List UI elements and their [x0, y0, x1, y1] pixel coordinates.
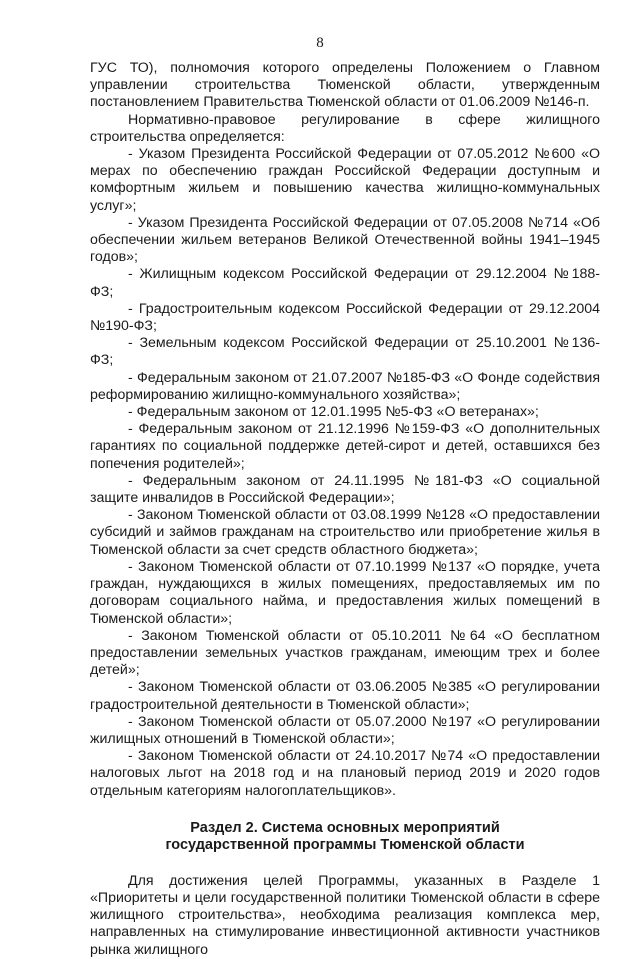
document-body [90, 60, 600, 959]
section-heading-line2: государственной программы Тюменской области [165, 837, 525, 854]
list-item-housing-code: - Жилищным кодексом Российской Федерации от 29.12.2004 №188-ФЗ; [90, 266, 600, 300]
section-heading-line1: Раздел 2. Система основных мероприятий [190, 819, 500, 836]
list-item-land-code: - Земельным кодексом Российской Федерации от 25.10.2001 №136-ФЗ; [90, 335, 600, 369]
list-item-law-74: - Законом Тюменской области от 24.10.2017 №74 «О предоставлении налоговых льгот на 2018 год и на плановый период 2019 и 2020 годов отдельным категориям налогоплательщиков». [90, 748, 600, 799]
page-number: 8 [316, 35, 324, 51]
list-item-law-128: - Законом Тюменской области от 03.08.1999 №128 «О предоставлении субсидий и займов гражданам на строительство или приобретение жилья в Тюменской области за счет средств областного бюджета»; [90, 507, 600, 558]
section-heading [90, 820, 600, 855]
list-item-fz-5: - Федеральным законом от 12.01.1995 №5-ФЗ «О ветеранах»; [128, 404, 539, 421]
list-item-decree-714: - Указом Президента Российской Федерации от 07.05.2008 №714 «Об обеспечении жильем ветеранов Великой Отечественной войны 1941–1945 годов»; [90, 214, 600, 266]
list-item-fz-181: - Федеральным законом от 24.11.1995 №181-ФЗ «О социальной защите инвалидов в Российской Федерации»; [90, 472, 600, 507]
list-item-decree-600: - Указом Президента Российской Федерации от 07.05.2012 №600 «О мерах по обеспечению граждан Российской Федерации доступным и комфортным жильем и повышению качества жилищно-коммунальных услуг»; [90, 146, 600, 214]
list-item-fz-159: - Федеральным законом от 21.12.1996 №159-ФЗ «О дополнительных гарантиях по социальной поддержке детей-сирот и детей, оставшихся без попечения родителей»; [90, 421, 600, 472]
list-item-law-385: - Законом Тюменской области от 03.06.2005 №385 «О регулировании градостроительной деятельности в Тюменской области»; [90, 679, 600, 713]
list-item-law-197: - Законом Тюменской области от 05.07.2000 №197 «О регулировании жилищных отношений в Тюменской области»; [90, 713, 600, 747]
list-item-law-137: - Законом Тюменской области от 07.10.1999 №137 «О порядке, учета граждан, нуждающихся в жилых помещениях, предоставляемых им по договорам социального найма, и предоставления жилых помещений в Тюменской области»; [90, 558, 600, 627]
list-item-fz-185: - Федеральным законом от 21.07.2007 №185-ФЗ «О Фонде содействия реформированию жилищно-коммунального хозяйства»; [90, 369, 600, 403]
paragraph-program-goals: Для достижения целей Программы, указанных в Разделе 1 «Приоритеты и цели государственной политики Тюменской области в сфере жилищного строительства», необходима реализация комплекса мер, направленных на стимулирование инвестиционной активности участников рынка жилищного [90, 872, 600, 958]
list-item-law-64: - Законом Тюменской области от 05.10.2011 №64 «О бесплатном предоставлении земельных участков гражданам, имеющим трех и более детей»; [90, 627, 600, 679]
paragraph-continuation: ГУС ТО), полномочия которого определены Положением о Главном управлении строительства Тюменской области, утвержденным постановлением Правительства Тюменской области от 01.06.2009 №146-п. [90, 60, 600, 111]
paragraph-regulation-intro: Нормативно-правовое регулирование в сфере жилищного строительства определяется: [90, 111, 600, 145]
list-item-urban-planning-code: - Градостроительным кодексом Российской Федерации от 29.12.2004 №190-ФЗ; [90, 300, 600, 335]
